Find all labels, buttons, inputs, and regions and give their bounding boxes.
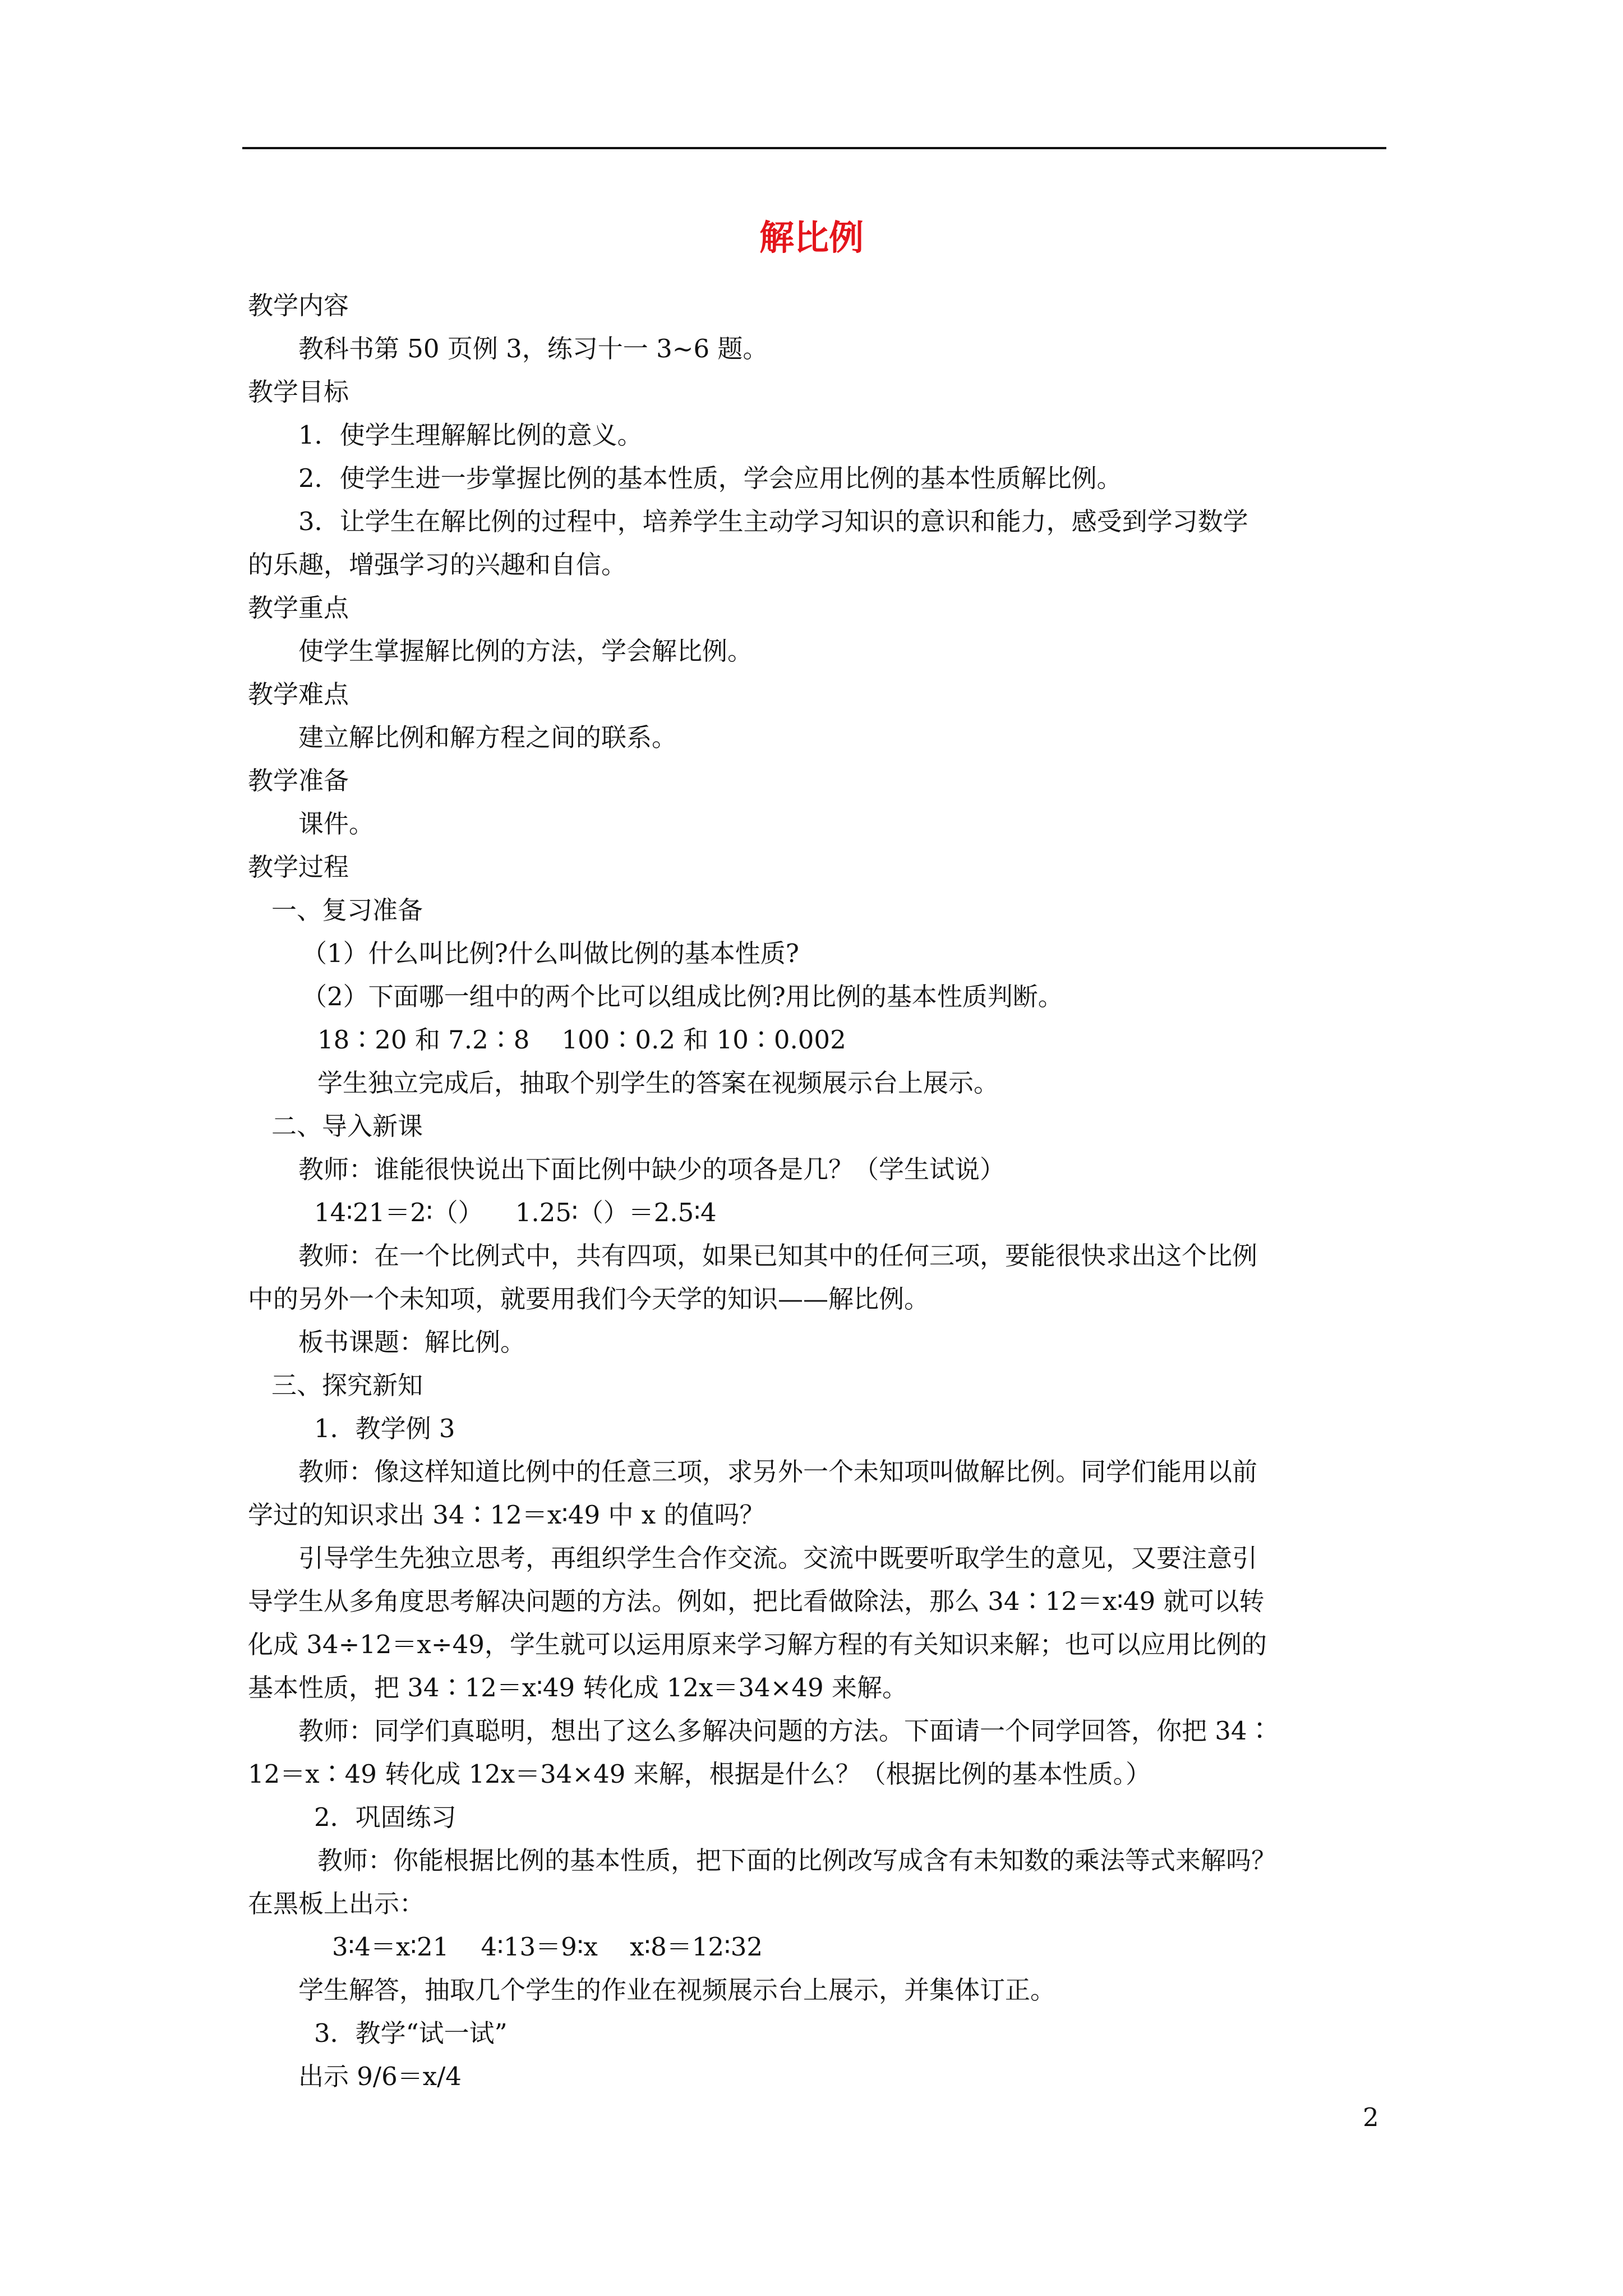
text-line: 出示 9/6＝x/4 (298, 2062, 462, 2091)
text-line: 教师：像这样知道比例中的任意三项，求另外一个未知项叫做解比例。同学们能用以前 (298, 1457, 1258, 1487)
text-line: 教学准备 (248, 766, 349, 795)
text-line: 基本性质，把 34∶12＝x∶49 转化成 12x＝34×49 来解。 (248, 1673, 907, 1703)
text-line: 二、导入新课 (271, 1111, 423, 1141)
text-line: 板书课题：解比例。 (298, 1327, 526, 1357)
text-line: 3．让学生在解比例的过程中，培养学生主动学习知识的意识和能力，感受到学习数学 (298, 507, 1248, 536)
text-line: 2．巩固练习 (314, 1802, 457, 1832)
text-line: 中的另外一个未知项，就要用我们今天学的知识——解比例。 (248, 1284, 930, 1314)
text-line: 教学过程 (248, 852, 349, 882)
document-title: 解比例 (759, 217, 864, 258)
text-line: 12＝x∶49 转化成 12x＝34×49 来解，根据是什么？（根据比例的基本性质。） (248, 1759, 1151, 1789)
text-line: 18∶20 和 7.2∶8 100∶0.2 和 10∶0.002 (317, 1025, 846, 1055)
text-line: 教学重点 (248, 593, 349, 623)
text-line: 3∶4＝x∶21 4∶13＝9∶x x∶8＝12∶32 (332, 1932, 763, 1962)
text-line: 使学生掌握解比例的方法，学会解比例。 (298, 636, 753, 666)
text-line: 1．教学例 3 (314, 1414, 455, 1443)
header-rule (242, 147, 1386, 149)
text-line: （2）下面哪一组中的两个比可以组成比例?用比例的基本性质判断。 (302, 982, 1063, 1011)
text-line: 的乐趣，增强学习的兴趣和自信。 (248, 550, 627, 579)
text-line: 教师：在一个比例式中，共有四项，如果已知其中的任何三项，要能很快求出这个比例 (298, 1241, 1258, 1271)
text-line: 学生解答，抽取几个学生的作业在视频展示台上展示，并集体订正。 (298, 1975, 1056, 2005)
text-line: 建立解比例和解方程之间的联系。 (298, 723, 677, 752)
text-line: （1）什么叫比例?什么叫做比例的基本性质? (302, 938, 799, 968)
text-line: 教学目标 (248, 377, 349, 407)
text-line: 1．使学生理解解比例的意义。 (298, 420, 643, 450)
text-line: 导学生从多角度思考解决问题的方法。例如，把比看做除法，那么 34∶12＝x∶49 就可以转 (248, 1586, 1265, 1616)
text-line: 3．教学“试一试” (314, 2018, 508, 2048)
text-line: 一、复习准备 (271, 895, 423, 925)
text-line: 教科书第 50 页例 3，练习十一 3~6 题。 (298, 334, 768, 364)
text-line: 教师：你能根据比例的基本性质，把下面的比例改写成含有未知数的乘法等式来解吗？ (317, 1846, 1277, 1875)
text-line: 教师：谁能很快说出下面比例中缺少的项各是几？（学生试说） (298, 1154, 1006, 1184)
text-line: 14∶21＝2∶（） 1.25∶（）＝2.5∶4 (314, 1198, 717, 1227)
text-line: 学生独立完成后，抽取个别学生的答案在视频展示台上展示。 (317, 1068, 999, 1098)
text-line: 教学内容 (248, 291, 349, 320)
text-line: 教师：同学们真聪明，想出了这么多解决问题的方法。下面请一个同学回答，你把 34∶ (298, 1716, 1272, 1746)
text-line: 三、探究新知 (271, 1370, 423, 1400)
text-line: 教学难点 (248, 679, 349, 709)
text-line: 学过的知识求出 34∶12＝x∶49 中 x 的值吗？ (248, 1500, 765, 1530)
document-body (248, 284, 1386, 2098)
page-number: 2 (1363, 2102, 1379, 2132)
text-line: 引导学生先独立思考，再组织学生合作交流。交流中既要听取学生的意见，又要注意引 (298, 1543, 1258, 1573)
text-line: 2．使学生进一步掌握比例的基本性质，学会应用比例的基本性质解比例。 (298, 463, 1122, 493)
text-line: 在黑板上出示： (248, 1889, 425, 1918)
text-line: 化成 34÷12＝x÷49，学生就可以运用原来学习解方程的有关知识来解；也可以应用比例的 (248, 1630, 1267, 1659)
text-line: 课件。 (298, 809, 375, 839)
